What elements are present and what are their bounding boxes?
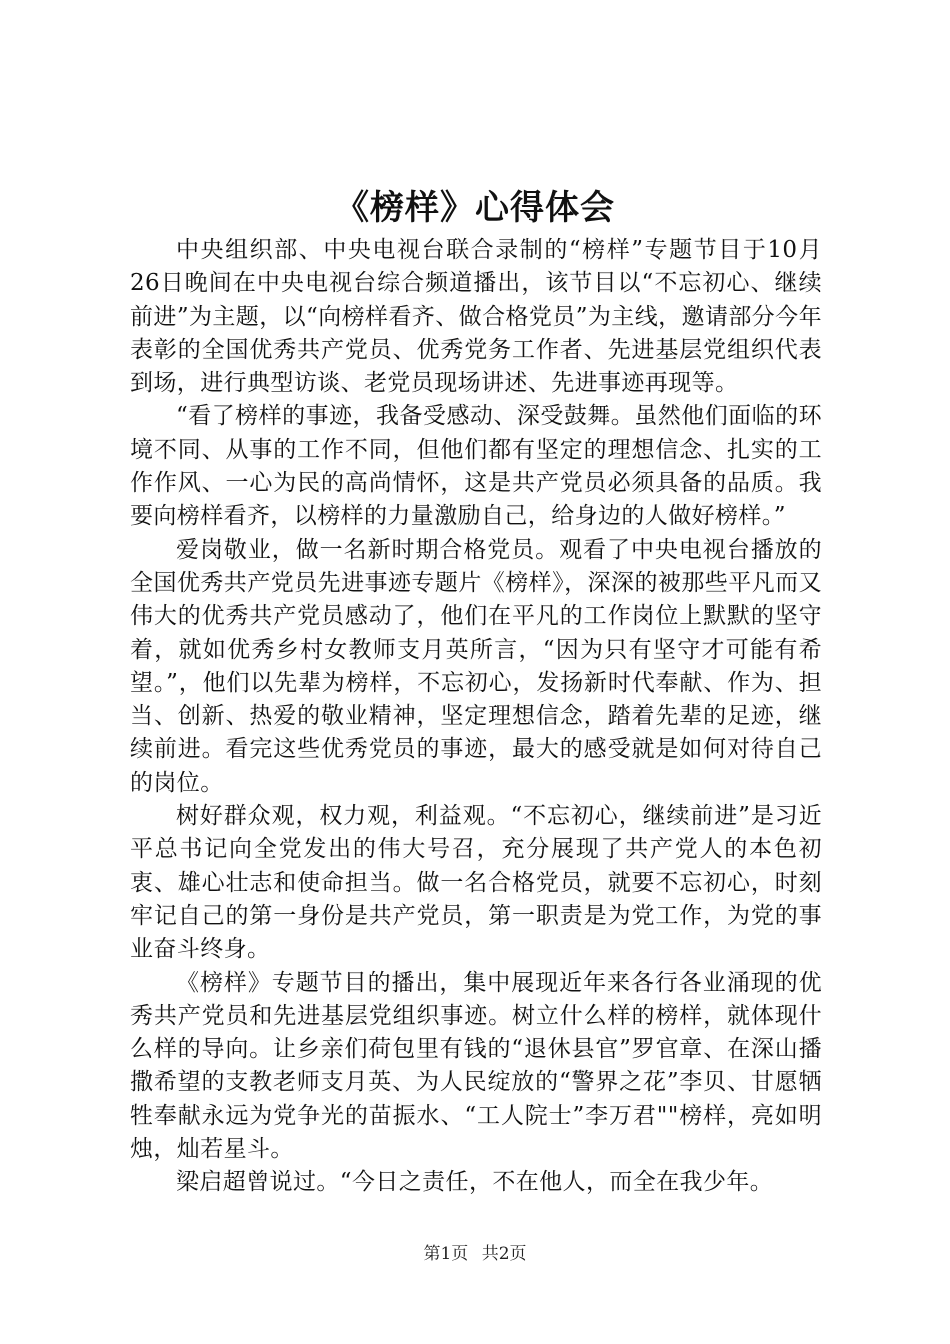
page-total: 共2页 xyxy=(481,1244,527,1264)
paragraph-6: 梁启超曾说过。“今日之责任，不在他人，而全在我少年。 xyxy=(176,1169,774,1196)
page-footer xyxy=(0,1242,950,1266)
paragraph-5: 《榜样》专题节目的播出，集中展现近年来各行各业涌现的优秀共产党员和先进基层党组织事迹。树立什么样的榜样，就体现什么样的导向。让乡亲们荷包里有钱的“退休县官”罗官章、在深山播撒希望的支教老师支月英、为人民绽放的“警界之花”李贝、甘愿牺牲奉献永远为党争光的苗振水、“工人院士”李万君""榜样，亮如明烛，灿若星斗。 xyxy=(130,969,822,1163)
paragraph-3: 爱岗敬业，做一名新时期合格党员。观看了中央电视台播放的全国优秀共产党员先进事迹专题片《榜样》，深深的被那些平凡而又伟大的优秀共产党员感动了，他们在平凡的工作岗位上默默的坚守着，就如优秀乡村女教师支月英所言，“因为只有坚守才可能有希望。”，他们以先辈为榜样，不忘初心，发扬新时代奉献、作为、担当、创新、热爱的敬业精神，坚定理想信念，踏着先辈的足迹，继续前进。看完这些优秀党员的事迹，最大的感受就是如何对待自己的岗位。 xyxy=(130,536,822,796)
paragraph-2: “看了榜样的事迹，我备受感动、深受鼓舞。虽然他们面临的环境不同、从事的工作不同，但他们都有坚定的理想信念、扎实的工作作风、一心为民的高尚情怀，这是共产党员必须具备的品质。我要向榜样看齐，以榜样的力量激励自己，给身边的人做好榜样。” xyxy=(130,403,822,530)
paragraph-4: 树好群众观，权力观，利益观。“不忘初心，继续前进”是习近平总书记向全党发出的伟大号召，充分展现了共产党人的本色初衷、雄心壮志和使命担当。做一名合格党员，就要不忘初心，时刻牢记自己的第一身份是共产党员，第一职责是为党工作，为党的事业奋斗终身。 xyxy=(130,803,822,963)
page-number: 第1页 xyxy=(423,1244,469,1264)
document-title: 《榜样》心得体会 xyxy=(335,188,615,228)
document-body xyxy=(130,234,822,1200)
paragraph-1: 中央组织部、中央电视台联合录制的“榜样”专题节目于10月26日晚间在中央电视台综合频道播出，该节目以“不忘初心、继续前进”为主题，以“向榜样看齐、做合格党员”为主线，邀请部分今年表彰的全国优秀共产党员、优秀党务工作者、先进基层党组织代表到场，进行典型访谈、老党员现场讲述、先进事迹再现等。 xyxy=(130,237,822,397)
